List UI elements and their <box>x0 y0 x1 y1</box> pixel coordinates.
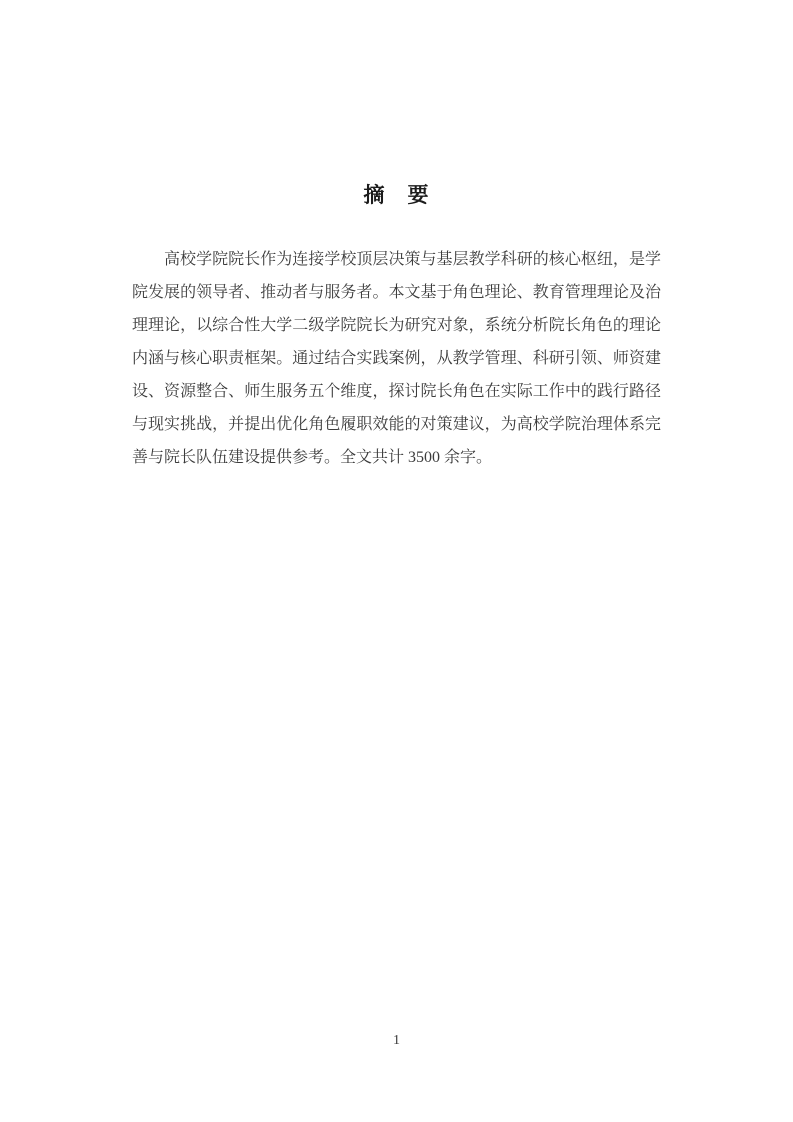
abstract-title: 摘 要 <box>363 183 430 207</box>
page-content <box>0 0 793 474</box>
page-number: 1 <box>393 1033 400 1048</box>
abstract-paragraph: 高校学院院长作为连接学校顶层决策与基层教学科研的核心枢纽，是学院发展的领导者、推动者与服务者。本文基于角色理论、教育管理理论及治理理论，以综合性大学二级学院院长为研究对象，系统分析院长角色的理论内涵与核心职责框架。通过结合实践案例，从教学管理、科研引领、师资建设、资源整合、师生服务五个维度，探讨院长角色在实际工作中的践行路径与现实挑战，并提出优化角色履职效能的对策建议，为高校学院治理体系完善与院长队伍建设提供参考。全文共计 3500 余字。 <box>132 251 661 466</box>
